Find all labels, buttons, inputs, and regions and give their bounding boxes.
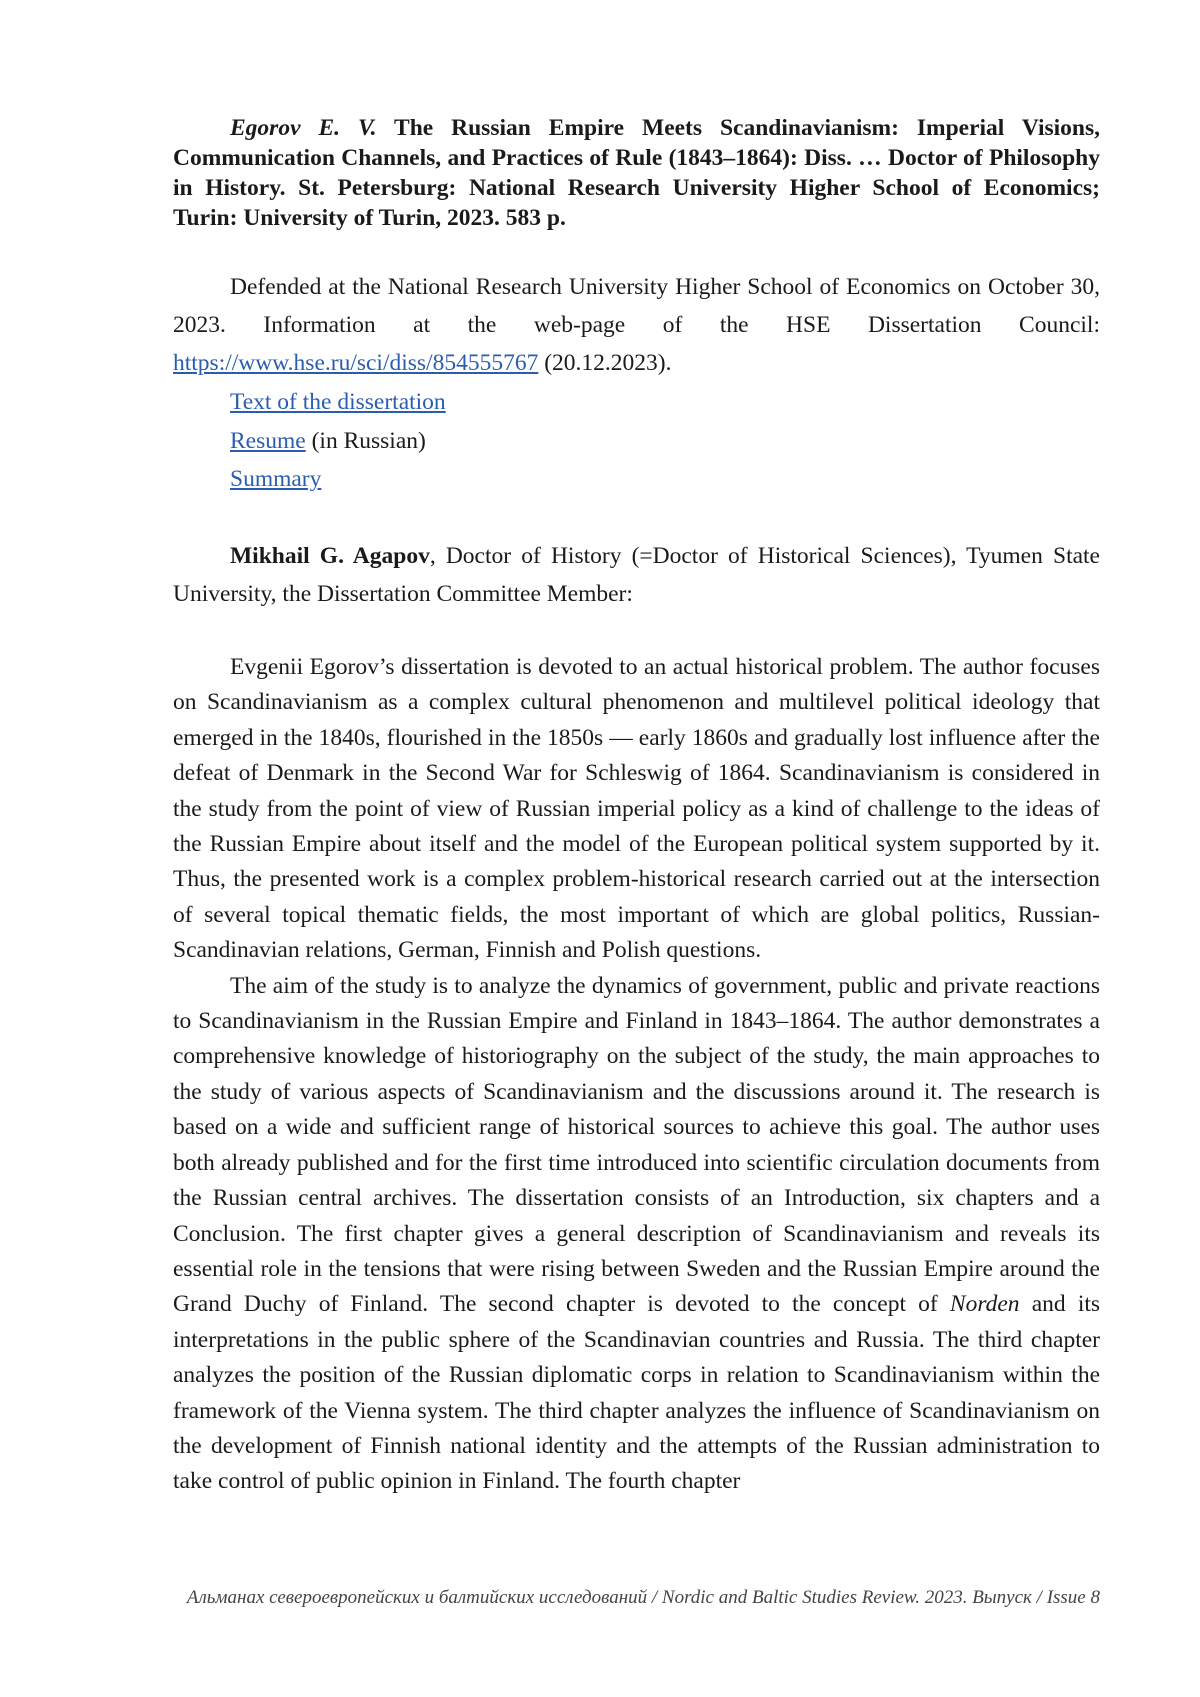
review-paragraph-1: Evgenii Egorov’s dissertation is devoted to an actual historical problem. The author focuses on Scandinavianism as a complex cultural phenomenon and multilevel political ideology that emerged in the 1840s, flourished in the 1850s — early 1860s and gradually lost influence after the defeat of Denmark in the Second War for Schleswig of 1864. Scandinavianism is considered in the study from the point of view of Russian imperial policy as a kind of challenge to the ideas of the Russian Empire about itself and the model of the European political system supported by it. Thus, the presented work is a complex problem-historical research carried out at the intersection of several topical thematic fields, the most important of which are global politics, Russian-Scandinavian relations, German, Finnish and Polish questions. — [173, 654, 1100, 964]
review-paragraph-2-end: and its interpretations in the public sphere of the Scandinavian countries and Russia. The third chapter analyzes the position of the Russian diplomatic corps in relation to Scandinavianism within the framework of the Vienna system. The third chapter analyzes the influence of Scandinavianism on the development of Finnish national identity and the attempts of the Russian administration to take control of public opinion in Finland. The fourth chapter — [173, 1291, 1101, 1495]
review-text — [173, 650, 1100, 1500]
dissertation-council-link[interactable]: https://www.hse.ru/sci/diss/854555767 — [173, 350, 539, 376]
journal-footer: Альманах североевропейских и балтийских исследований / Nordic and Baltic Studies Review. 2023. Выпуск / Issue 8 — [186, 1587, 1100, 1608]
resume-link[interactable]: Resume — [230, 427, 306, 454]
norden-term: Norden — [949, 1291, 1020, 1318]
heading-title: The Russian Empire Meets Scandinavianism: Imperial Visions, Communication Channels, and Practices of Rule (1843–1864): Diss. … Doctor of Philosophy in History. St. Petersburg: National Research University Higher School of Economics; Turin: University of Turin, 2023. 583 p. — [173, 115, 1100, 231]
reviewer-affiliation: , Doctor of History (=Doctor of Historical Sciences), Tyumen State University, the Dissertation Committee Member: — [173, 543, 1100, 607]
related-links — [230, 383, 1030, 499]
reviewer-name: Mikhail G. Agapov — [230, 543, 430, 569]
defense-info — [173, 268, 1100, 382]
review-paragraph-2-start: The aim of the study is to analyze the dynamics of government, public and private reactions to Scandinavianism in the Russian Empire and Finland in 1843–1864. The author demonstrates a comprehensive knowledge of historiography on the subject of the study, the main approaches to the study of various aspects of Scandinavianism and the discussions around it. The research is based on a wide and sufficient range of historical sources to achieve this goal. The author uses both already published and for the first time introduced into scientific circulation documents from the Russian central archives. The dissertation consists of an Introduction, six chapters and a Conclusion. The first chapter gives a general description of Scandinavianism and reveals its essential role in the tensions that were rising between Sweden and the Russian Empire around the Grand Duchy of Finland. The second chapter is devoted to the concept of — [173, 972, 1100, 1318]
summary-link[interactable]: Summary — [230, 466, 322, 492]
heading-author: Egorov E. V. — [230, 115, 377, 141]
defense-text: Defended at the National Research University Higher School of Economics on October 30, 2023. Information at the web-page of the HSE Dissertation Council: — [173, 274, 1100, 338]
defense-paragraph — [173, 268, 1100, 382]
dissertation-text-link[interactable]: Text of the dissertation — [230, 389, 446, 415]
reviewer-block — [173, 537, 1100, 613]
review-paragraph-2 — [173, 969, 1100, 1500]
bibliographic-heading — [173, 113, 1100, 233]
resume-note: (in Russian) — [311, 427, 426, 454]
defense-date: (20.12.2023). — [544, 350, 672, 376]
